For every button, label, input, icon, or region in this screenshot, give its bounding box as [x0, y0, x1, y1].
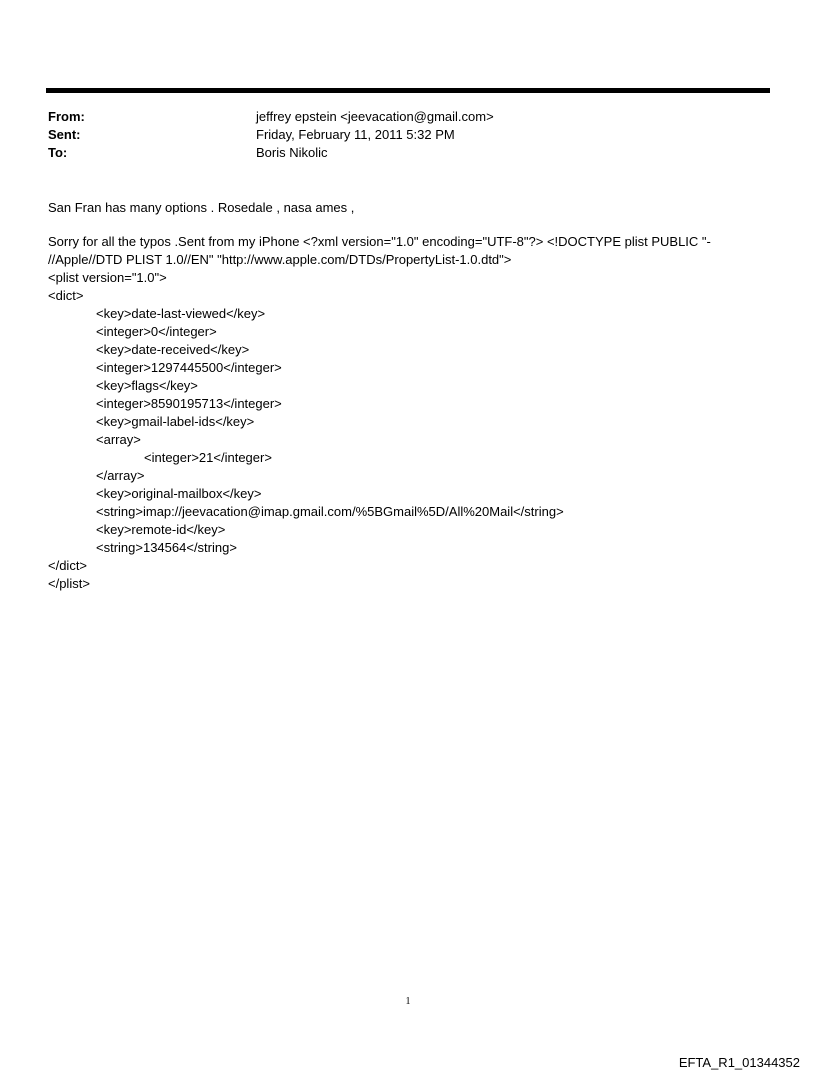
body-line: San Fran has many options . Rosedale , nasa ames , — [48, 200, 355, 215]
plist-entry: <string>imap://jeevacation@imap.gmail.com/%5BGmail%5D/All%20Mail</string> — [96, 504, 564, 519]
email-body — [48, 199, 768, 593]
plist-entry: <integer>0</integer> — [96, 324, 217, 339]
email-header — [48, 108, 768, 162]
from-label: From: — [48, 109, 85, 124]
plist-entry: <string>134564</string> — [96, 540, 237, 555]
plist-entry: <key>gmail-label-ids</key> — [96, 414, 255, 429]
from-value: jeffrey epstein <jeevacation@gmail.com> — [256, 109, 494, 124]
plist-entry: <integer>1297445500</integer> — [96, 360, 282, 375]
sent-label: Sent: — [48, 127, 81, 142]
plist-entry: <integer>21</integer> — [144, 450, 272, 465]
plist-entry: <key>original-mailbox</key> — [96, 486, 262, 501]
dict-open-line: <dict> — [48, 288, 84, 303]
plist-entry: <key>date-last-viewed</key> — [96, 306, 266, 321]
to-row — [48, 144, 768, 162]
plist-entry: </array> — [96, 468, 145, 483]
page-number: 1 — [405, 996, 411, 1007]
to-value: Boris Nikolic — [256, 145, 328, 160]
document-id: EFTA_R1_01344352 — [678, 1055, 800, 1070]
header-divider — [46, 88, 770, 93]
plist-entry: <array> — [96, 432, 141, 447]
plist-entry: <key>remote-id</key> — [96, 522, 226, 537]
body-line: Sorry for all the typos .Sent from my iPhone <?xml version="1.0" encoding="UTF-8"?> <!DOCTYPE plist PUBLIC "- — [48, 234, 711, 249]
body-line: //Apple//DTD PLIST 1.0//EN" "http://www.apple.com/DTDs/PropertyList-1.0.dtd"> — [48, 252, 512, 267]
plist-entry: <key>flags</key> — [96, 378, 198, 393]
to-label: To: — [48, 145, 68, 160]
sent-row — [48, 126, 768, 144]
plist-open-line: <plist version="1.0"> — [48, 270, 167, 285]
plist-entry: <key>date-received</key> — [96, 342, 250, 357]
sent-value: Friday, February 11, 2011 5:32 PM — [256, 127, 455, 142]
plist-entry: <integer>8590195713</integer> — [96, 396, 282, 411]
dict-close-line: </dict> — [48, 558, 88, 573]
plist-close-line: </plist> — [48, 576, 90, 591]
from-row — [48, 108, 768, 126]
